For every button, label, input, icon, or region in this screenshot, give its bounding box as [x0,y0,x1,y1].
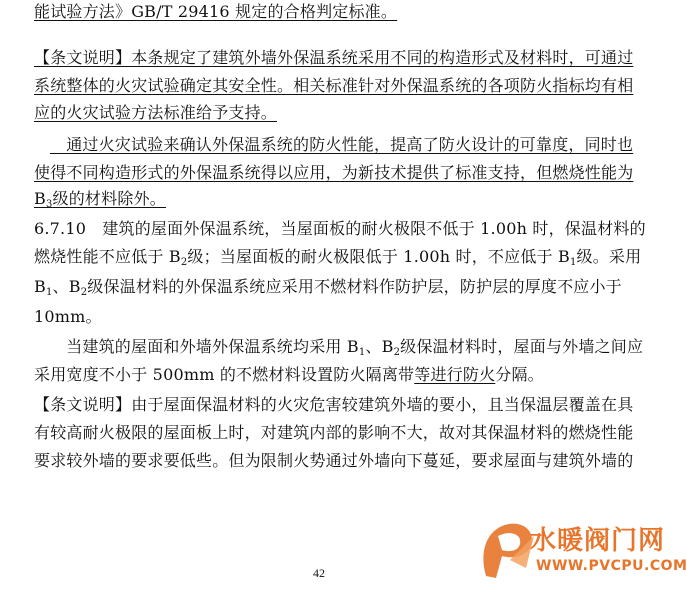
text-line: 应的火灾试验方法标准给予支持。 [34,103,278,122]
watermark-site-name: 水暖阀门网 [530,526,666,556]
text-line: $B_3$级的材料除外。 [34,189,166,210]
text-line: 使得不同构造形式的外保温系统得以应用，为新技术提供了标准支持，但燃烧性能为 [34,163,634,182]
text-line: 有较高耐火极限的屋面板上时，对建筑内部的影响不大，故对其保温材料的燃烧性能 [34,423,634,442]
text-line: 要求较外墙的要求要低些。但为限制火势通过外墙向下蔓延，要求屋面与建筑外墙的 [34,451,634,470]
text-line: 10mm。 [34,307,102,326]
text-line: 能试验方法》GB/T 29416 规定的合格判定标准。 [34,2,398,21]
text-line: 燃烧性能不应低于 $B_2$级；当屋面板的耐火极限低于 1.00h 时，不应低于 $B_1$级。采用 [34,247,642,268]
clause-6-7-10-line: 6.7.10 建筑的屋面外保温系统，当屋面板的耐火极限不低于 1.00h 时，保温材料的 [34,219,646,238]
clause-explanation-line: 【条文说明】本条规定了建筑外墙外保温系统采用不同的构造形式及材料时，可通过 [34,48,634,67]
watermark-url: WWW.PVCPU.COM [536,558,687,574]
text-line: 当建筑的屋面和外墙外保温系统均采用 $B_1$、$B_2$级保温材料时，屋面与外墙之间应 [50,337,644,358]
watermark-logo [476,512,687,590]
pv-logo-icon [476,516,538,586]
text-line: 通过火灾试验来确认外保温系统的防火性能，提高了防火设计的可靠度，同时也 [50,135,634,154]
text-line: 采用宽度不小于 500mm 的不燃材料设置防火隔离带等进行防火分隔。 [34,365,544,384]
svg-text:v: v [506,560,516,576]
clause-explanation-line: 【条文说明】由于屋面保温材料的火灾危害较建筑外墙的要小，且当保温层覆盖在具 [34,395,634,414]
text-line: $B_1$、$B_2$级保温材料的外保温系统应采用不燃材料作防护层，防护层的厚度不应小于 [34,277,622,298]
text-line: 系统整体的火灾试验确定其安全性。相关标准针对外保温系统的各项防火指标均有相 [34,76,634,95]
page-number: 42 [313,566,325,580]
